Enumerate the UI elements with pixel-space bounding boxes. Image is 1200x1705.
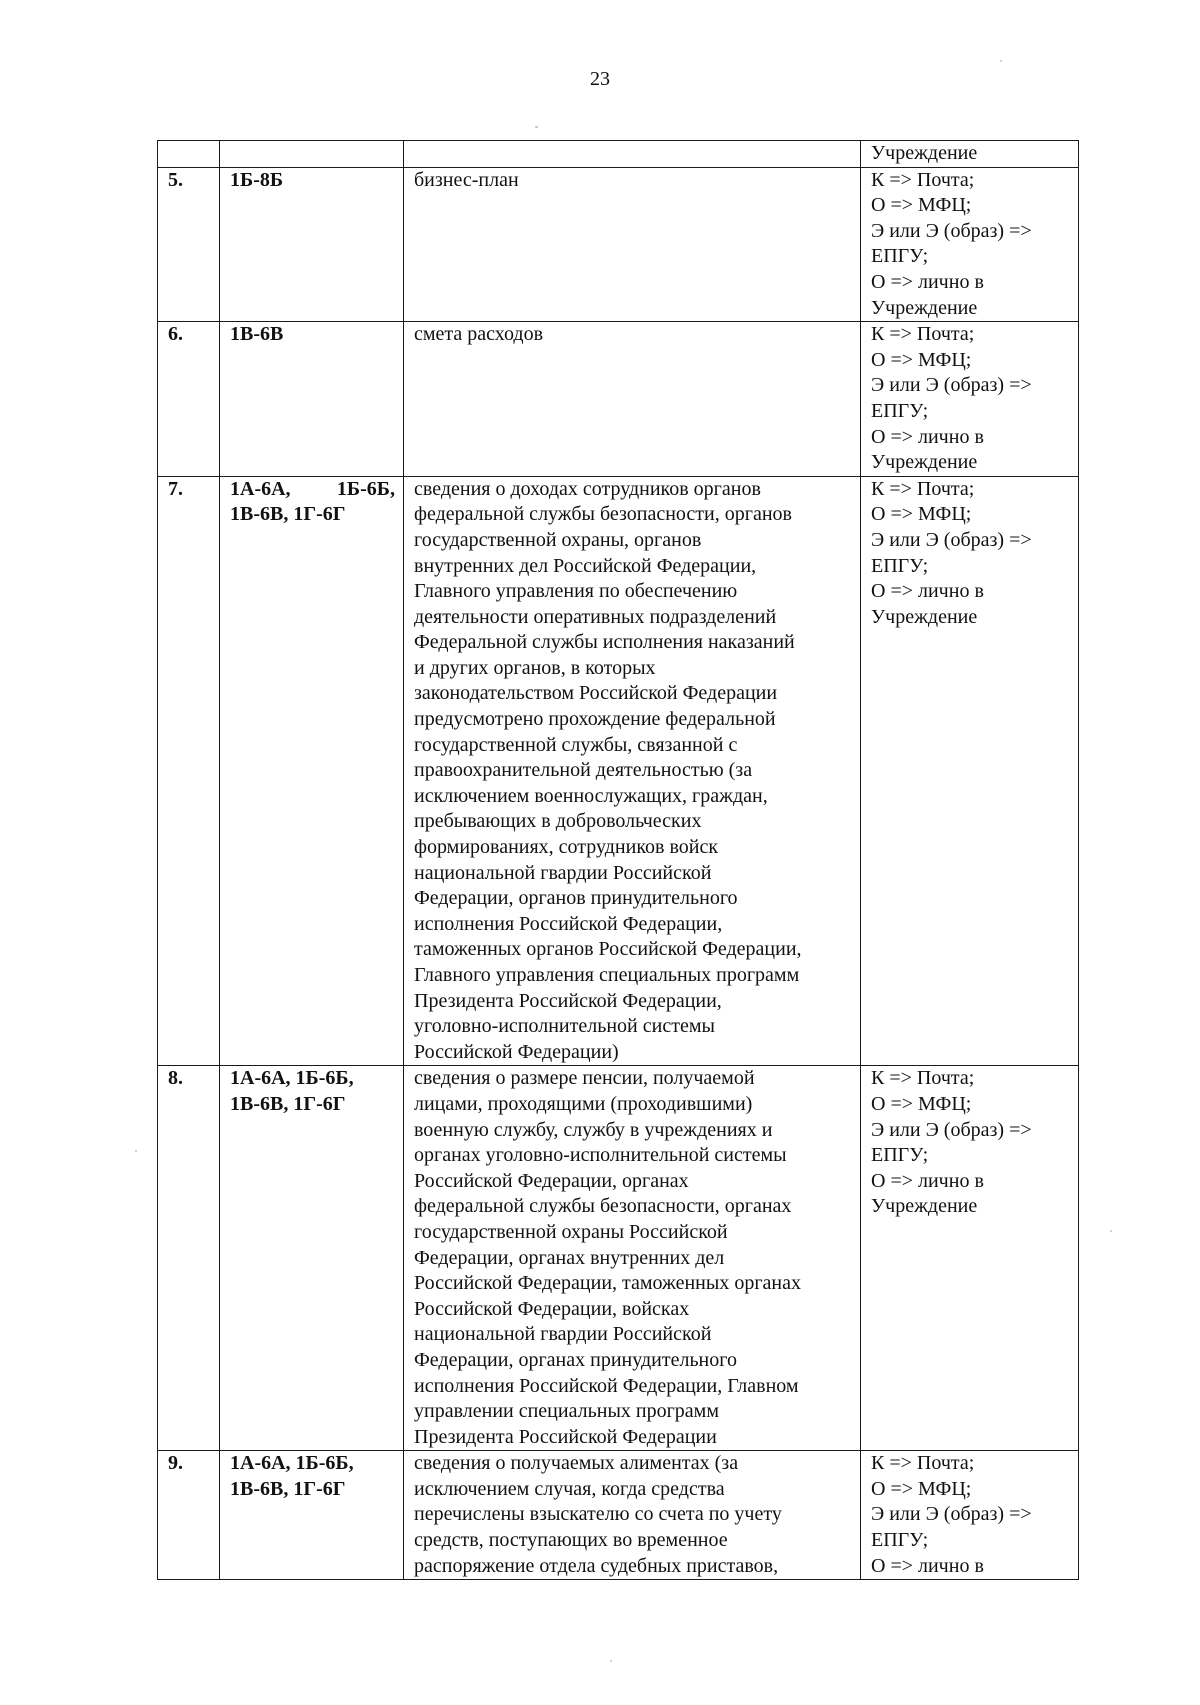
table-row [158, 167, 1079, 322]
form-codes: 1В-6В [220, 322, 404, 477]
document-description: сведения о получаемых алиментах (за исключением случая, когда средства перечислены взыскателю со счета по учету средств, поступающих во временное распоряжение отдела судебных приставов, [404, 1451, 861, 1580]
row-number: 6. [158, 322, 220, 477]
table-row [158, 476, 1079, 1066]
submission-methods: К => Почта; О => МФЦ; Э или Э (образ) => ЕПГУ; О => лично в Учреждение [861, 1066, 1079, 1451]
row-number-cell [158, 141, 220, 168]
submission-methods: К => Почта; О => МФЦ; Э или Э (образ) => ЕПГУ; О => лично в Учреждение [861, 476, 1079, 1066]
document-description: сведения о доходах сотрудников органов федеральной службы безопасности, органов государственной охраны, органов внутренних дел Российской Федерации, Главного управления по обеспечению деятельности оперативных подразделений Федеральной службы исполнения наказаний и других органов, в которых законодательством Российской Федерации предусмотрено прохождение федеральной государственной службы, связанной с правоохранительной деятельностью (за исключением военнослужащих, граждан, пребывающих в добровольческих формированиях, сотрудников войск национальной гвардии Российской Федерации, органов принудительного исполнения Российской Федерации, таможенных органов Российской Федерации, Главного управления специальных программ Президента Российской Федерации, уголовно-исполнительной системы Российской Федерации) [404, 476, 861, 1066]
documents-table [157, 140, 1079, 1580]
table-row-continuation [158, 141, 1079, 168]
scan-speck [535, 126, 538, 128]
document-description: бизнес-план [404, 167, 861, 322]
form-codes: 1А-6А, 1Б-6Б, 1В-6В, 1Г-6Г [220, 1066, 404, 1451]
scan-speck [610, 1660, 612, 1662]
description-cell [404, 141, 861, 168]
submission-methods-cell: Учреждение [861, 141, 1079, 168]
scan-speck [135, 1150, 137, 1152]
document-description: смета расходов [404, 322, 861, 477]
page-number: 23 [590, 68, 610, 90]
table-row [158, 322, 1079, 477]
row-number: 9. [158, 1451, 220, 1580]
form-codes: 1А-6А, 1Б-6Б, 1В-6В, 1Г-6Г [220, 1451, 404, 1580]
submission-methods: К => Почта; О => МФЦ; Э или Э (образ) => ЕПГУ; О => лично в Учреждение [861, 322, 1079, 477]
submission-methods: К => Почта; О => МФЦ; Э или Э (образ) => ЕПГУ; О => лично в [861, 1451, 1079, 1580]
scan-speck [1000, 60, 1002, 62]
submission-methods: К => Почта; О => МФЦ; Э или Э (образ) => ЕПГУ; О => лично в Учреждение [861, 167, 1079, 322]
row-number: 5. [158, 167, 220, 322]
row-number: 7. [158, 476, 220, 1066]
form-codes: 1Б-8Б [220, 167, 404, 322]
document-description: сведения о размере пенсии, получаемой лицами, проходящими (проходившими) военную службу, службу в учреждениях и органах уголовно-исполнительной системы Российской Федерации, органах федеральной службы безопасности, органах государственной охраны Российской Федерации, органах внутренних дел Российской Федерации, таможенных органах Российской Федерации, войсках национальной гвардии Российской Федерации, органах принудительного исполнения Российской Федерации, Главном управлении специальных программ Президента Российской Федерации [404, 1066, 861, 1451]
form-codes-cell [220, 141, 404, 168]
form-codes: 1А-6А, 1Б-6Б, 1В-6В, 1Г-6Г [220, 476, 404, 1066]
table-row [158, 1451, 1079, 1580]
row-number: 8. [158, 1066, 220, 1451]
table-row [158, 1066, 1079, 1451]
scan-speck [1110, 1230, 1112, 1232]
